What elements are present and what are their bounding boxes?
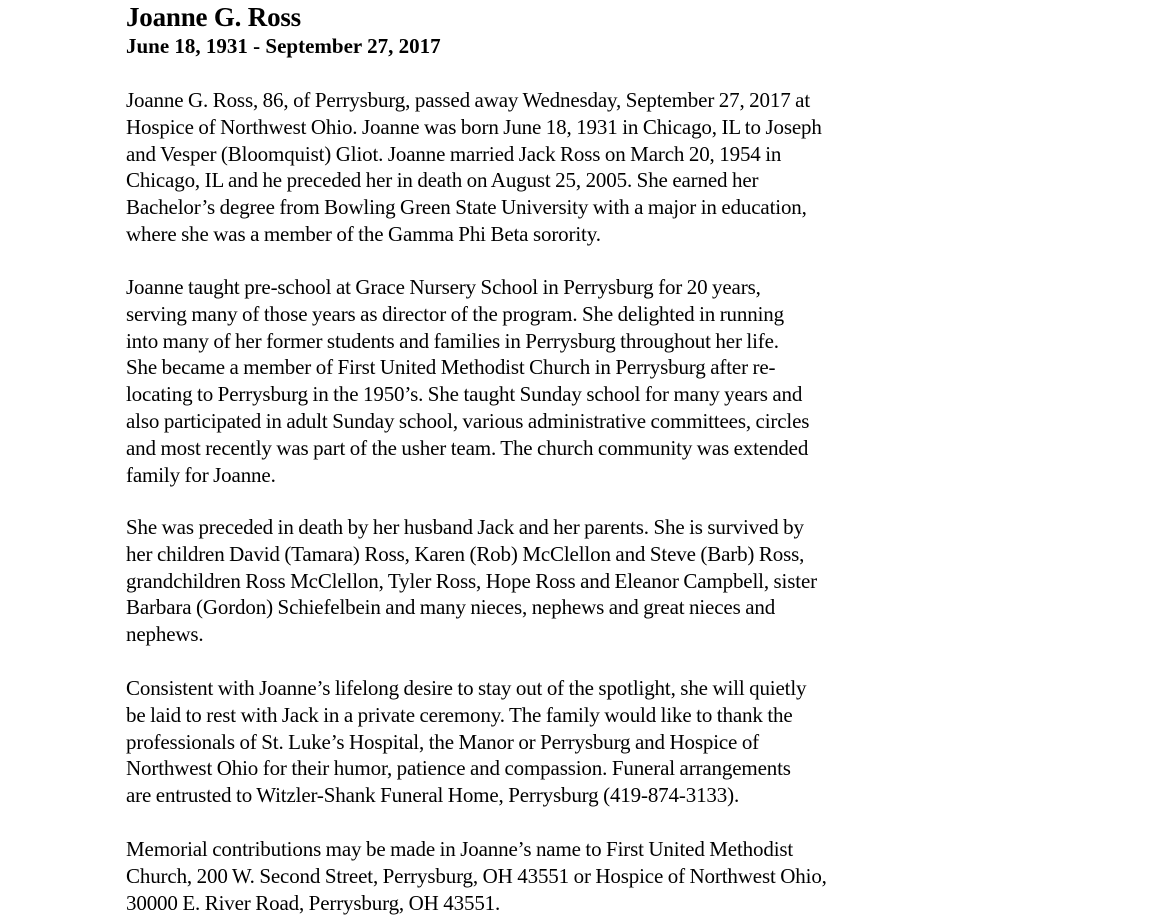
text-line: also participated in adult Sunday school, various administrative committees, circles — [126, 408, 810, 433]
obituary-header — [126, 0, 441, 59]
text-line: into many of her former students and families in Perrysburg throughout her life. — [126, 328, 779, 353]
text-line: where she was a member of the Gamma Phi Beta sorority. — [126, 221, 601, 246]
paragraph-biography — [126, 87, 822, 248]
text-line: professionals of St. Luke’s Hospital, the Manor or Perrysburg and Hospice of — [126, 729, 760, 754]
text-line: 30000 E. River Road, Perrysburg, OH 43551. — [126, 890, 501, 915]
paragraph-arrangements — [126, 675, 806, 809]
paragraph-memorial-contributions — [126, 836, 827, 916]
text-line: Joanne taught pre-school at Grace Nursery School in Perrysburg for 20 years, — [126, 275, 761, 299]
text-line: locating to Perrysburg in the 1950’s. She taught Sunday school for many years and — [126, 382, 803, 407]
text-line: Joanne G. Ross, 86, of Perrysburg, passed away Wednesday, September 27, 2017 at — [126, 88, 811, 112]
text-line: and Vesper (Bloomquist) Gliot. Joanne married Jack Ross on March 20, 1954 in — [126, 141, 782, 166]
text-line: grandchildren Ross McClellon, Tyler Ross, Hope Ross and Eleanor Campbell, sister — [126, 568, 817, 593]
text-line: nephews. — [126, 622, 204, 647]
text-line: Northwest Ohio for their humor, patience and compassion. Funeral arrangements — [126, 756, 791, 781]
text-line: Bachelor’s degree from Bowling Green State University with a major in education, — [126, 195, 807, 220]
paragraph-career-church — [126, 274, 809, 488]
paragraph-family — [126, 514, 817, 648]
obituary-dates: June 18, 1931 - September 27, 2017 — [126, 34, 441, 58]
text-line: Barbara (Gordon) Schiefelbein and many nieces, nephews and great nieces and — [126, 595, 776, 620]
obituary-title: Joanne G. Ross — [126, 2, 301, 32]
text-line: Chicago, IL and he preceded her in death on August 25, 2005. She earned her — [126, 168, 759, 193]
text-line: She became a member of First United Methodist Church in Perrysburg after re- — [126, 355, 776, 380]
text-line: She was preceded in death by her husband Jack and her parents. She is survived by — [126, 515, 804, 539]
text-line: and most recently was part of the usher team. The church community was extended — [126, 435, 809, 460]
text-line: Consistent with Joanne’s lifelong desire to stay out of the spotlight, she will quietly — [126, 676, 807, 700]
text-line: her children David (Tamara) Ross, Karen (Rob) McClellon and Steve (Barb) Ross, — [126, 541, 805, 566]
text-line: family for Joanne. — [126, 462, 276, 487]
text-line: are entrusted to Witzler-Shank Funeral Home, Perrysburg (419-874-3133). — [126, 783, 740, 808]
text-line: serving many of those years as director of the program. She delighted in running — [126, 301, 784, 326]
text-line: Memorial contributions may be made in Joanne’s name to First United Methodist — [126, 837, 794, 861]
text-line: Church, 200 W. Second Street, Perrysburg, OH 43551 or Hospice of Northwest Ohio, — [126, 863, 827, 888]
text-line: Hospice of Northwest Ohio. Joanne was born June 18, 1931 in Chicago, IL to Joseph — [126, 114, 822, 139]
text-line: be laid to rest with Jack in a private ceremony. The family would like to thank the — [126, 702, 793, 727]
